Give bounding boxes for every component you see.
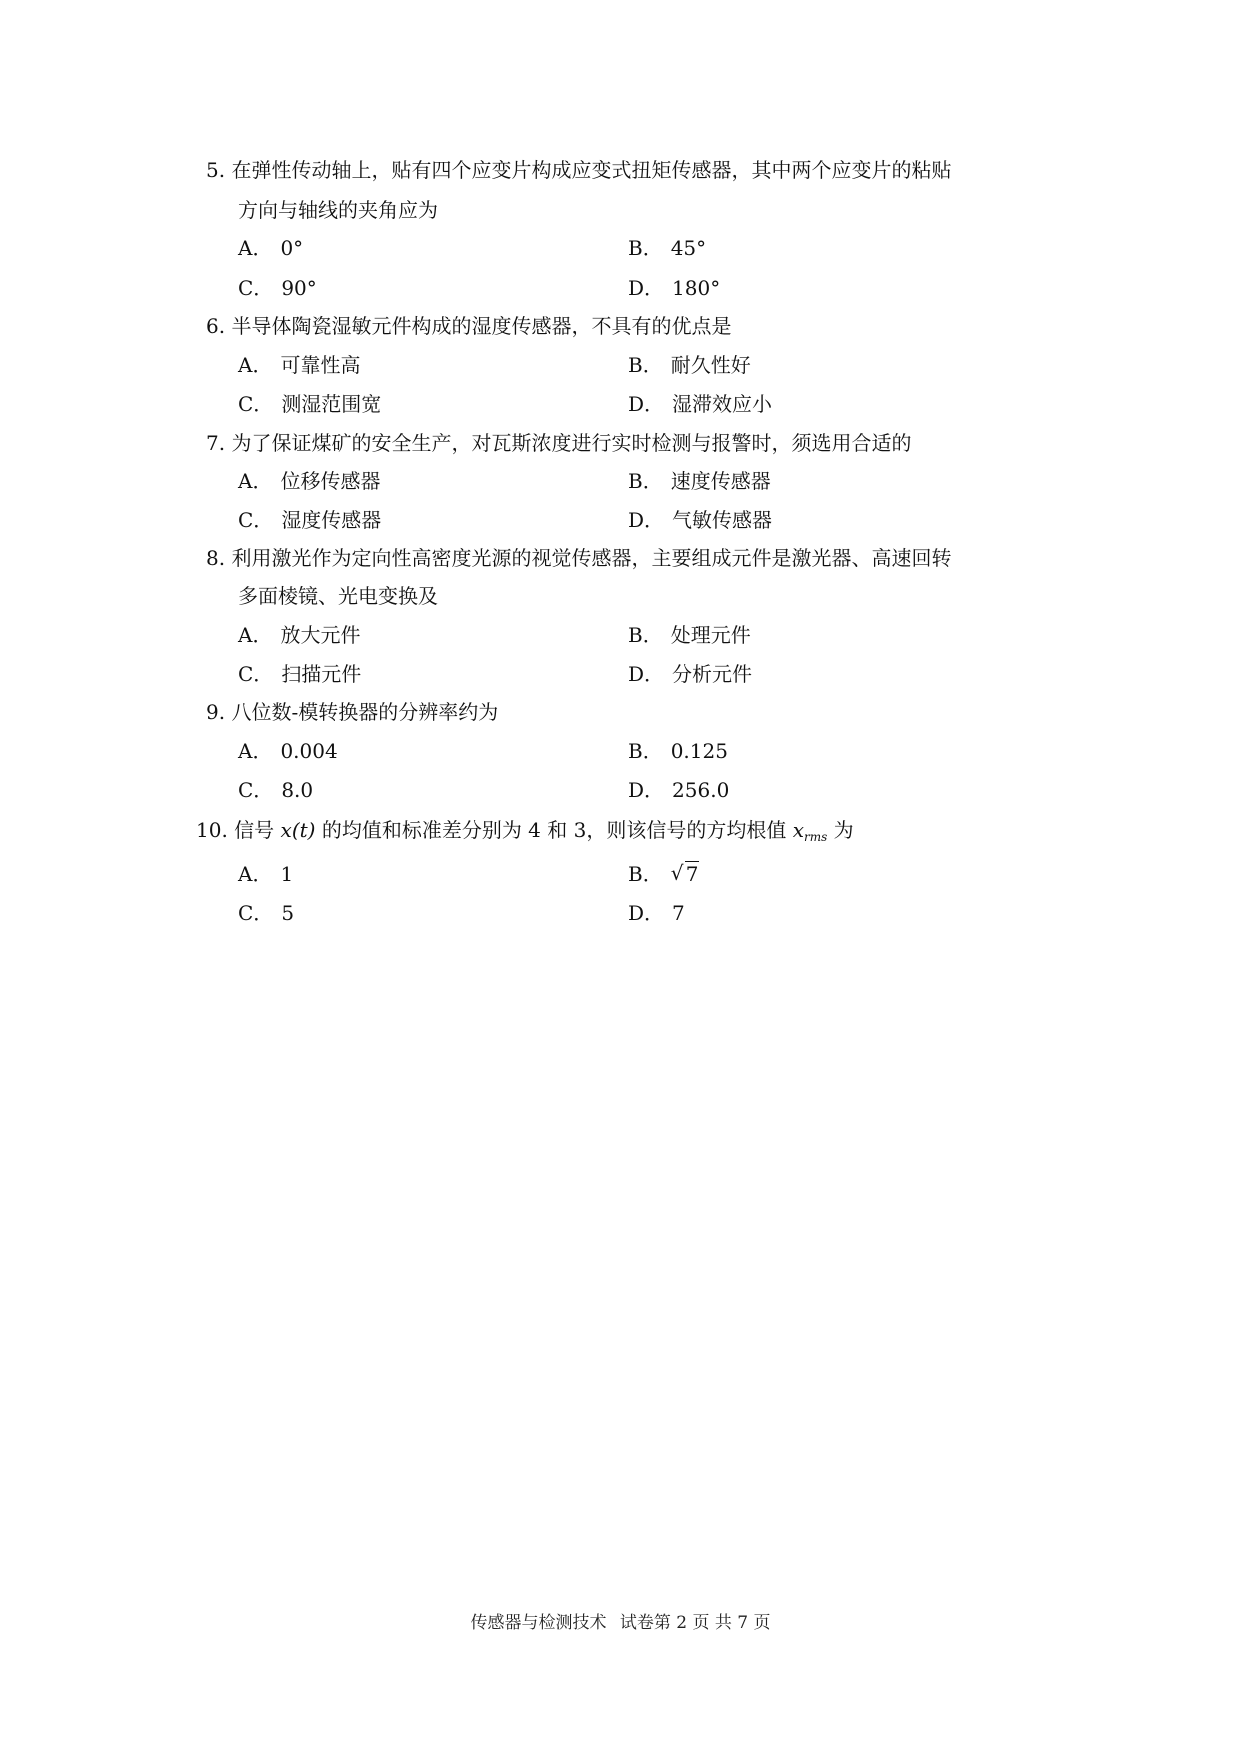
option-letter: A． [238, 862, 273, 886]
option-text: 处理元件 [670, 623, 751, 647]
question-number: 9. [206, 700, 226, 724]
option-text: 湿度传感器 [281, 508, 382, 532]
option-text: 7 [672, 901, 685, 925]
signal-argument: (t) [291, 818, 316, 842]
question-8-option-c [238, 662, 361, 686]
question-number: 5. [206, 158, 226, 182]
question-5-option-a [238, 236, 303, 260]
option-text: 90° [281, 276, 317, 300]
option-text: 分析元件 [672, 662, 753, 686]
option-letter: A． [238, 739, 273, 763]
question-6-option-a [238, 353, 360, 377]
option-text: 45° [670, 236, 707, 260]
question-5-option-b [628, 236, 706, 260]
option-letter: C． [238, 276, 274, 300]
question-number: 8. [206, 546, 226, 570]
option-letter: A． [238, 236, 273, 260]
rms-symbol: x [792, 818, 804, 842]
option-letter: C． [238, 662, 274, 686]
option-text: 扫描元件 [281, 662, 362, 686]
option-letter: A． [238, 469, 273, 493]
question-number: 7. [206, 431, 226, 455]
option-text: 180° [672, 276, 721, 300]
option-letter: D． [628, 508, 665, 532]
question-7-option-d [628, 508, 772, 532]
option-letter: A． [238, 623, 273, 647]
question-text-post: 为 [833, 818, 854, 842]
option-text: 放大元件 [280, 623, 361, 647]
question-7 [206, 431, 911, 455]
option-letter: D． [628, 901, 665, 925]
option-letter: D． [628, 778, 665, 802]
question-9-option-c [238, 778, 313, 802]
option-letter: C． [238, 392, 274, 416]
question-10-option-b [628, 862, 699, 886]
question-number: 10. [196, 818, 228, 842]
question-8-option-d [628, 662, 752, 686]
option-text: 1 [280, 862, 294, 886]
option-text: 测湿范围宽 [281, 392, 382, 416]
question-7-option-b [628, 469, 771, 493]
option-text: 0° [280, 236, 304, 260]
question-10-option-c [238, 901, 294, 925]
question-text: 利用激光作为定向性高密度光源的视觉传感器，主要组成元件是激光器、高速回转 [231, 546, 952, 570]
option-letter: B． [628, 236, 663, 260]
question-6-option-b [628, 353, 751, 377]
option-letter: B． [628, 469, 663, 493]
question-6-option-d [628, 392, 772, 416]
question-8-continuation: 多面棱镜、光电变换及 [238, 584, 438, 608]
square-root-symbol [671, 862, 700, 886]
question-8 [206, 546, 951, 570]
option-letter: B． [628, 862, 663, 886]
option-text: 0.004 [280, 739, 338, 763]
option-letter: D． [628, 392, 665, 416]
question-5-continuation: 方向与轴线的夹角应为 [238, 198, 438, 222]
question-text-pre: 信号 [234, 818, 275, 842]
signal-symbol: x [280, 818, 292, 842]
question-8-option-a [238, 623, 360, 647]
option-text: 256.0 [672, 778, 730, 802]
option-letter: C． [238, 778, 274, 802]
option-text: 耐久性好 [670, 353, 751, 377]
footer-page-info: 试卷第 2 页 共 7 页 [619, 1613, 771, 1633]
option-letter: C． [238, 508, 274, 532]
question-10 [196, 818, 854, 849]
question-number: 6. [206, 314, 226, 338]
question-7-option-a [238, 469, 380, 493]
question-10-option-d [628, 901, 685, 925]
rms-subscript: rms [804, 830, 828, 844]
option-text: 湿滞效应小 [672, 392, 773, 416]
question-9 [206, 700, 498, 724]
option-letter: D． [628, 662, 665, 686]
question-6-option-c [238, 392, 381, 416]
option-letter: B． [628, 623, 663, 647]
question-8-option-b [628, 623, 751, 647]
question-text-mid: 的均值和标准差分别为 4 和 3，则该信号的方均根值 [321, 818, 787, 842]
question-9-option-a [238, 739, 338, 763]
question-10-option-a [238, 862, 293, 886]
page-footer [0, 1612, 1241, 1634]
option-letter: A． [238, 353, 273, 377]
question-5 [206, 158, 951, 182]
question-9-option-d [628, 778, 729, 802]
question-9-option-b [628, 739, 728, 763]
option-text: 速度传感器 [670, 469, 771, 493]
option-letter: B． [628, 739, 663, 763]
question-text: 为了保证煤矿的安全生产，对瓦斯浓度进行实时检测与报警时，须选用合适的 [231, 431, 912, 455]
question-5-option-c [238, 276, 317, 300]
option-letter: B． [628, 353, 663, 377]
option-text: 0.125 [670, 739, 728, 763]
question-text: 在弹性传动轴上，贴有四个应变片构成应变式扭矩传感器，其中两个应变片的粘贴 [231, 158, 952, 182]
option-letter: D． [628, 276, 665, 300]
question-text: 半导体陶瓷湿敏元件构成的湿度传感器，不具有的优点是 [231, 314, 732, 338]
footer-subject: 传感器与检测技术 [470, 1613, 607, 1633]
option-text: 8.0 [281, 778, 314, 802]
option-text: 可靠性高 [280, 353, 361, 377]
option-text: 位移传感器 [280, 469, 381, 493]
question-7-option-c [238, 508, 381, 532]
question-text: 八位数-模转换器的分辨率约为 [231, 700, 499, 724]
question-6 [206, 314, 731, 338]
option-text: 气敏传感器 [672, 508, 773, 532]
question-5-option-d [628, 276, 720, 300]
option-text: 5 [281, 901, 295, 925]
radicand: 7 [685, 862, 699, 886]
option-letter: C． [238, 901, 274, 925]
